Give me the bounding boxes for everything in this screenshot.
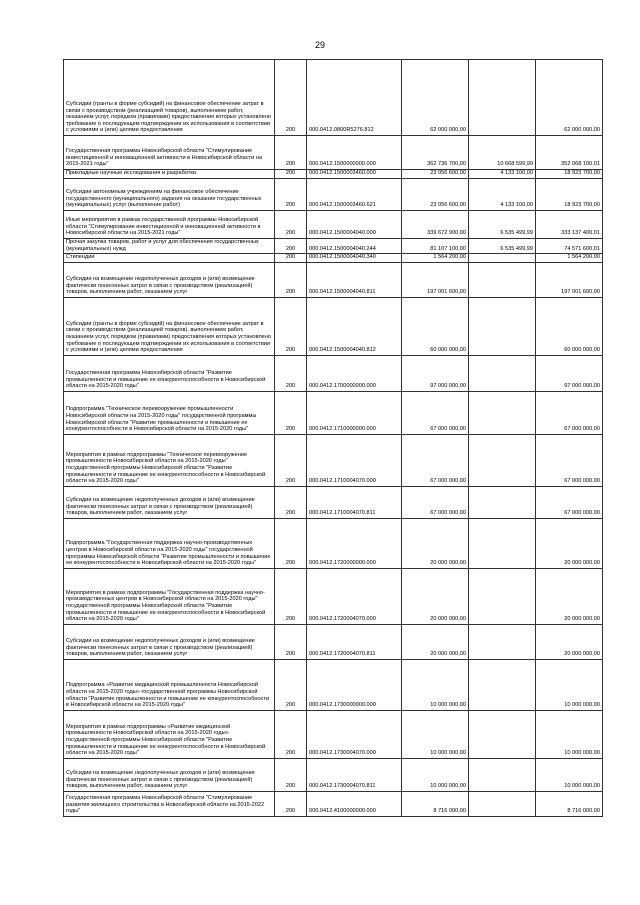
row-approved-amount-cell: 8 716 000,00: [402, 791, 469, 816]
row-admin-code-cell: 200: [275, 262, 307, 297]
row-remaining-amount-cell: 18 923 700,00: [536, 170, 603, 179]
row-executed-amount-cell: [469, 297, 536, 355]
row-name-cell: Государственная программа Новосибирской области "Стимулирование развития жилищного строительства в Новосибирской области на 2015-2022 годы": [64, 791, 275, 816]
table-row: [64, 355, 603, 391]
row-name-cell: Мероприятия в рамках подпрограммы "Государственная поддержка научно-производственных центров в Новосибирской области на 2015-2020 годы" государственной программы Новосибирской области "Развитие промышленности и повышение ее конкурентоспособности в Новосибирской области на 2015-2020 годы": [64, 568, 275, 624]
row-name-cell: Субсидии автономным учреждениям на финансовое обеспечение государственного (муниципального) задания на оказание государственных (муниципальных) услуг (выполнение работ): [64, 179, 275, 211]
budget-execution-table: [63, 59, 603, 817]
row-executed-amount-cell: [469, 355, 536, 391]
row-admin-code-cell: 200: [275, 624, 307, 659]
row-classification-code-cell: 000.0412.1710004070.811: [307, 486, 402, 518]
row-executed-amount-cell: [469, 391, 536, 434]
row-admin-code-cell: 200: [275, 518, 307, 568]
row-classification-code-cell: 000.0412.1500004040.812: [307, 297, 402, 355]
row-approved-amount-cell: 20 000 000,00: [402, 518, 469, 568]
row-executed-amount-cell: [469, 710, 536, 758]
row-classification-code-cell: 000.0412.1500000000.000: [307, 136, 402, 170]
row-admin-code-cell: 200: [275, 710, 307, 758]
row-classification-code-cell: 000.0412.1720004070.811: [307, 624, 402, 659]
row-name-cell: Субсидии на возмещение недополученных доходов и (или) возмещение фактически понесенных затрат в связи с производством (реализацией) товаров, выполнением работ, оказанием услуг: [64, 758, 275, 791]
row-remaining-amount-cell: 67 000 000,00: [536, 391, 603, 434]
table-row: [64, 518, 603, 568]
row-admin-code-cell: 200: [275, 758, 307, 791]
row-classification-code-cell: 000.0412.1720004070.000: [307, 568, 402, 624]
row-remaining-amount-cell: 20 000 000,00: [536, 624, 603, 659]
row-executed-amount-cell: [469, 262, 536, 297]
row-executed-amount-cell: [469, 624, 536, 659]
row-name-cell: Мероприятия в рамках подпрограммы «Развитие медицинской промышленности Новосибирской области на 2015-2020 годы» государственной программы Новосибирской области "Развитие промышленности и повышение ее конкурентоспособности в Новосибирской области на 2015-2020 годы": [64, 710, 275, 758]
row-executed-amount-cell: [469, 758, 536, 791]
row-admin-code-cell: 200: [275, 659, 307, 710]
row-admin-code-cell: 200: [275, 434, 307, 486]
row-admin-code-cell: 200: [275, 60, 307, 136]
row-name-cell: Субсидии на возмещение недополученных доходов и (или) возмещение фактически понесенных затрат в связи с производством (реализацией) товаров, выполнением работ, оказанием услуг: [64, 486, 275, 518]
row-executed-amount-cell: 4 133 100,00: [469, 170, 536, 179]
row-executed-amount-cell: [469, 486, 536, 518]
table-row: [64, 568, 603, 624]
row-remaining-amount-cell: 67 000 000,00: [536, 486, 603, 518]
row-name-cell: Иные мероприятия в рамках государственной программы Новосибирской области "Стимулирование инвестиционной и инновационной активности в Новосибирской области на 2015-2021 годы": [64, 211, 275, 239]
row-name-cell: Субсидии (гранты в форме субсидий) на финансовое обеспечение затрат в связи с производством (реализацией товаров), выполнением работ, оказанием услуг, порядком (правилами) предоставления которых установлено требование о последующем подтверждении их использования в соответствии с условиями и (или) целями предоставления: [64, 297, 275, 355]
row-name-cell: Государственная программа Новосибирской области "Стимулирование инвестиционной и инновационной активности в Новосибирской области на 2015-2021 годы": [64, 136, 275, 170]
row-approved-amount-cell: 10 000 000,00: [402, 710, 469, 758]
table-body: [64, 60, 603, 817]
row-classification-code-cell: 000.0412.1700000000.000: [307, 355, 402, 391]
row-name-cell: Мероприятия в рамках подпрограммы "Техническое перевооружение промышленности Новосибирской области на 2015-2020 годы" государственной программы Новосибирской области "Развитие промышленности и повышение ее конкурентоспособности в Новосибирской области на 2015-2020 годы": [64, 434, 275, 486]
table-row: [64, 262, 603, 297]
row-executed-amount-cell: [469, 659, 536, 710]
row-remaining-amount-cell: 352 068 100,01: [536, 136, 603, 170]
row-name-cell: Подпрограмма "Техническое перевооружение промышленности Новосибирской области на 2015-2020 годы" государственной программы Новосибирской области "Развитие промышленности и повышение ее конкурентоспособности в Новосибирской области на 2015-2020 годы": [64, 391, 275, 434]
row-classification-code-cell: 000.0412.1730000000.000: [307, 659, 402, 710]
row-admin-code-cell: 200: [275, 179, 307, 211]
row-admin-code-cell: 200: [275, 568, 307, 624]
row-remaining-amount-cell: 10 000 000,00: [536, 659, 603, 710]
row-approved-amount-cell: 362 736 700,00: [402, 136, 469, 170]
row-classification-code-cell: 000.0412.1730004070.811: [307, 758, 402, 791]
row-name-cell: Подпрограмма "Государственная поддержка научно-производственных центров в Новосибирской области на 2015-2020 годы" государственной программы Новосибирской области "Развитие промышленности и повышение ее конкурентоспособности в Новосибирской области на 2015-2020 годы": [64, 518, 275, 568]
row-approved-amount-cell: 20 000 000,00: [402, 568, 469, 624]
row-classification-code-cell: 000.0412.4100000000.000: [307, 791, 402, 816]
row-remaining-amount-cell: 10 000 000,00: [536, 758, 603, 791]
row-approved-amount-cell: 197 001 600,00: [402, 262, 469, 297]
row-classification-code-cell: 000.0412.1500004040.244: [307, 239, 402, 254]
table-row: [64, 391, 603, 434]
table-row: [64, 211, 603, 239]
row-approved-amount-cell: 60 000 000,00: [402, 297, 469, 355]
row-approved-amount-cell: 62 000 000,00: [402, 60, 469, 136]
row-approved-amount-cell: 20 000 000,00: [402, 624, 469, 659]
page-number: 29: [314, 40, 325, 50]
row-classification-code-cell: 000.0412.1730004070.000: [307, 710, 402, 758]
table-row: [64, 60, 603, 136]
row-approved-amount-cell: 23 056 600,00: [402, 179, 469, 211]
row-admin-code-cell: 200: [275, 211, 307, 239]
row-approved-amount-cell: 339 672 900,00: [402, 211, 469, 239]
row-remaining-amount-cell: 67 000 000,00: [536, 434, 603, 486]
row-admin-code-cell: 200: [275, 239, 307, 254]
row-remaining-amount-cell: 333 137 400,01: [536, 211, 603, 239]
table-row: [64, 254, 603, 263]
row-name-cell: Подпрограмма «Развитие медицинской промышленности Новосибирской области на 2015-2020 годы» государственной программы Новосибирской области "Развитие промышленности и повышение ее конкурентоспособности в Новосибирской области на 2015-2020 годы": [64, 659, 275, 710]
row-remaining-amount-cell: 18 923 700,00: [536, 179, 603, 211]
row-executed-amount-cell: [469, 791, 536, 816]
row-approved-amount-cell: 1 564 200,00: [402, 254, 469, 263]
row-admin-code-cell: 200: [275, 355, 307, 391]
row-name-cell: Стипендии: [64, 254, 275, 263]
table-row: [64, 486, 603, 518]
row-approved-amount-cell: 67 000 000,00: [402, 434, 469, 486]
row-admin-code-cell: 200: [275, 136, 307, 170]
table-row: [64, 297, 603, 355]
row-admin-code-cell: 200: [275, 791, 307, 816]
row-executed-amount-cell: [469, 434, 536, 486]
row-executed-amount-cell: 10 668 599,99: [469, 136, 536, 170]
table-row: [64, 239, 603, 254]
table-row: [64, 659, 603, 710]
row-remaining-amount-cell: 10 000 000,00: [536, 710, 603, 758]
row-admin-code-cell: 200: [275, 486, 307, 518]
row-name-cell: Субсидии на возмещение недополученных доходов и (или) возмещение фактически понесенных затрат в связи с производством (реализацией) товаров, выполнением работ, оказанием услуг: [64, 624, 275, 659]
row-executed-amount-cell: 6 535 499,99: [469, 239, 536, 254]
row-remaining-amount-cell: 74 571 600,01: [536, 239, 603, 254]
row-executed-amount-cell: [469, 60, 536, 136]
row-remaining-amount-cell: 20 000 000,00: [536, 568, 603, 624]
row-classification-code-cell: 000.0412.0800R5276.812: [307, 60, 402, 136]
row-executed-amount-cell: 6 535 499,99: [469, 211, 536, 239]
row-admin-code-cell: 200: [275, 254, 307, 263]
row-remaining-amount-cell: 97 000 000,00: [536, 355, 603, 391]
row-name-cell: Субсидии (гранты в форме субсидий) на финансовое обеспечение затрат в связи с производством (реализацией товаров), выполнением работ, оказанием услуг, порядком (правилами) предоставления которых установлено требование о последующем подтверждении их использования в соответствии с условиями и (или) целями предоставления: [64, 60, 275, 136]
row-approved-amount-cell: 67 000 000,00: [402, 391, 469, 434]
row-remaining-amount-cell: 20 000 000,00: [536, 518, 603, 568]
row-remaining-amount-cell: 197 001 600,00: [536, 262, 603, 297]
table-row: [64, 170, 603, 179]
table-row: [64, 624, 603, 659]
row-admin-code-cell: 200: [275, 170, 307, 179]
table-row: [64, 434, 603, 486]
row-remaining-amount-cell: 62 000 000,00: [536, 60, 603, 136]
row-approved-amount-cell: 67 000 000,00: [402, 486, 469, 518]
row-approved-amount-cell: 10 000 000,00: [402, 659, 469, 710]
table-row: [64, 758, 603, 791]
row-remaining-amount-cell: 60 000 000,00: [536, 297, 603, 355]
table-row: [64, 791, 603, 816]
table-row: [64, 179, 603, 211]
row-executed-amount-cell: 4 133 100,00: [469, 179, 536, 211]
row-admin-code-cell: 200: [275, 391, 307, 434]
row-approved-amount-cell: 23 056 600,00: [402, 170, 469, 179]
row-approved-amount-cell: 97 000 000,00: [402, 355, 469, 391]
row-classification-code-cell: 000.0412.1500004040.000: [307, 211, 402, 239]
row-classification-code-cell: 000.0412.1500003460.000: [307, 170, 402, 179]
row-classification-code-cell: 000.0412.1710004070.000: [307, 434, 402, 486]
row-name-cell: Прикладные научные исследования и разработки: [64, 170, 275, 179]
row-executed-amount-cell: [469, 518, 536, 568]
row-classification-code-cell: 000.0412.1720000000.000: [307, 518, 402, 568]
row-classification-code-cell: 000.0412.1710000000.000: [307, 391, 402, 434]
row-remaining-amount-cell: 8 716 000,00: [536, 791, 603, 816]
row-approved-amount-cell: 81 107 100,00: [402, 239, 469, 254]
table-row: [64, 136, 603, 170]
row-name-cell: Государственная программа Новосибирской области "Развитие промышленности и повышение ее конкурентоспособности в Новосибирской области на 2015-2020 годы": [64, 355, 275, 391]
row-classification-code-cell: 000.0412.1500004040.811: [307, 262, 402, 297]
table-row: [64, 710, 603, 758]
row-classification-code-cell: 000.0412.1500003460.621: [307, 179, 402, 211]
row-admin-code-cell: 200: [275, 297, 307, 355]
row-name-cell: Прочая закупка товаров, работ и услуг для обеспечения государственных (муниципальных) нужд: [64, 239, 275, 254]
row-executed-amount-cell: [469, 568, 536, 624]
row-name-cell: Субсидии на возмещение недополученных доходов и (или) возмещение фактически понесенных затрат в связи с производством (реализацией) товаров, выполнением работ, оказанием услуг: [64, 262, 275, 297]
row-approved-amount-cell: 10 000 000,00: [402, 758, 469, 791]
row-executed-amount-cell: [469, 254, 536, 263]
row-remaining-amount-cell: 1 564 200,00: [536, 254, 603, 263]
row-classification-code-cell: 000.0412.1500004040.340: [307, 254, 402, 263]
